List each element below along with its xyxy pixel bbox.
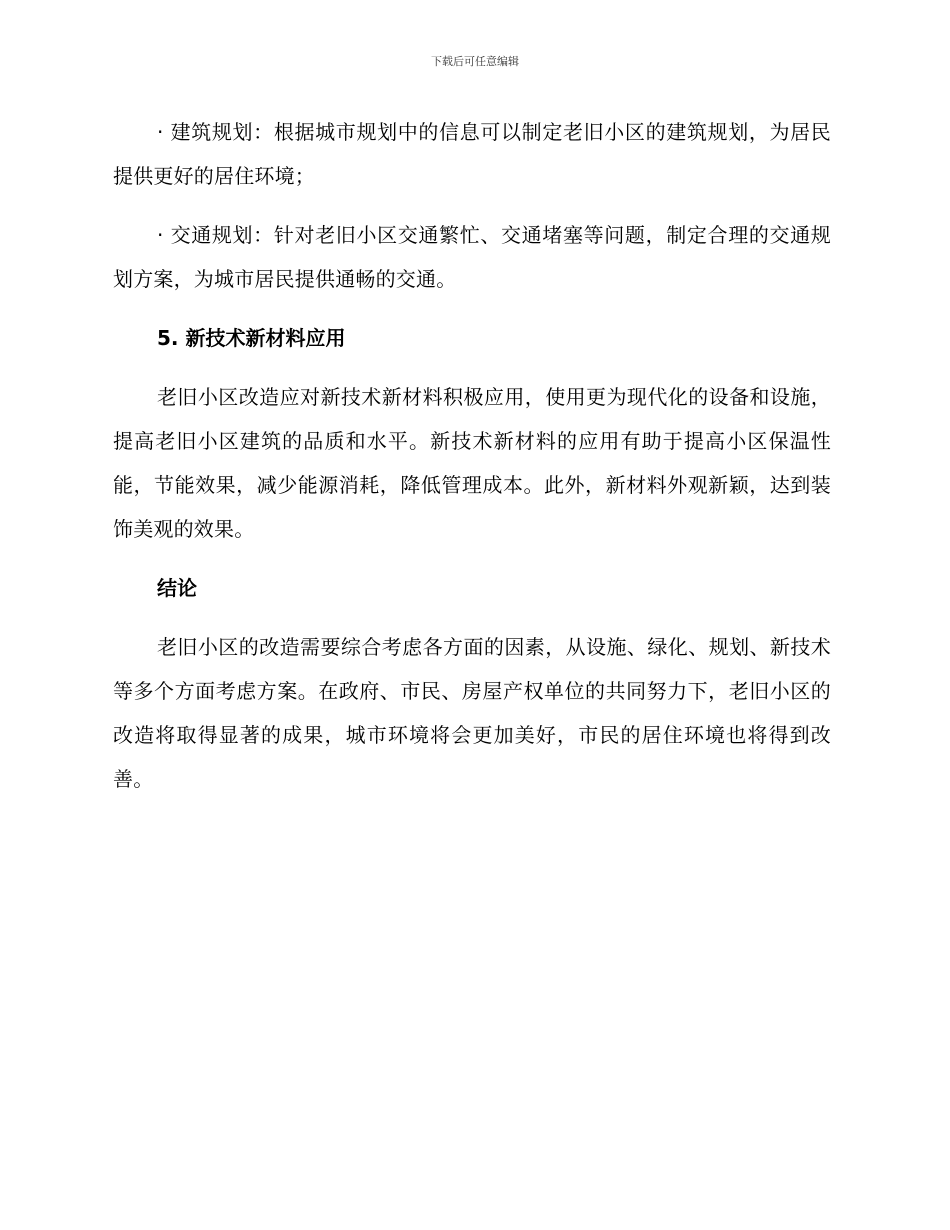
- paragraph-new-tech: 老旧小区改造应对新技术新材料积极应用，使用更为现代化的设备和设施，提高老旧小区建筑的品质和水平。新技术新材料的应用有助于提高小区保温性能，节能效果，减少能源消耗，降低管理成本。此外，新材料外观新颖，达到装饰美观的效果。: [113, 385, 831, 541]
- section-heading-new-tech: 5. 新技术新材料应用: [157, 326, 346, 350]
- document-body: [113, 110, 831, 816]
- bullet-building-planning: · 建筑规划：根据城市规划中的信息可以制定老旧小区的建筑规划，为居民提供更好的居住环境；: [113, 120, 831, 188]
- paragraph-conclusion: 老旧小区的改造需要综合考虑各方面的因素，从设施、绿化、规划、新技术等多个方面考虑方案。在政府、市民、房屋产权单位的共同努力下，老旧小区的改造将取得显著的成果，城市环境将会更加美好，市民的居住环境也将得到改善。: [113, 635, 831, 791]
- header-note: 下载后可任意编辑: [431, 55, 519, 68]
- bullet-traffic-planning: · 交通规划：针对老旧小区交通繁忙、交通堵塞等问题，制定合理的交通规划方案，为城市居民提供通畅的交通。: [113, 223, 831, 291]
- section-heading-conclusion: 结论: [157, 576, 197, 600]
